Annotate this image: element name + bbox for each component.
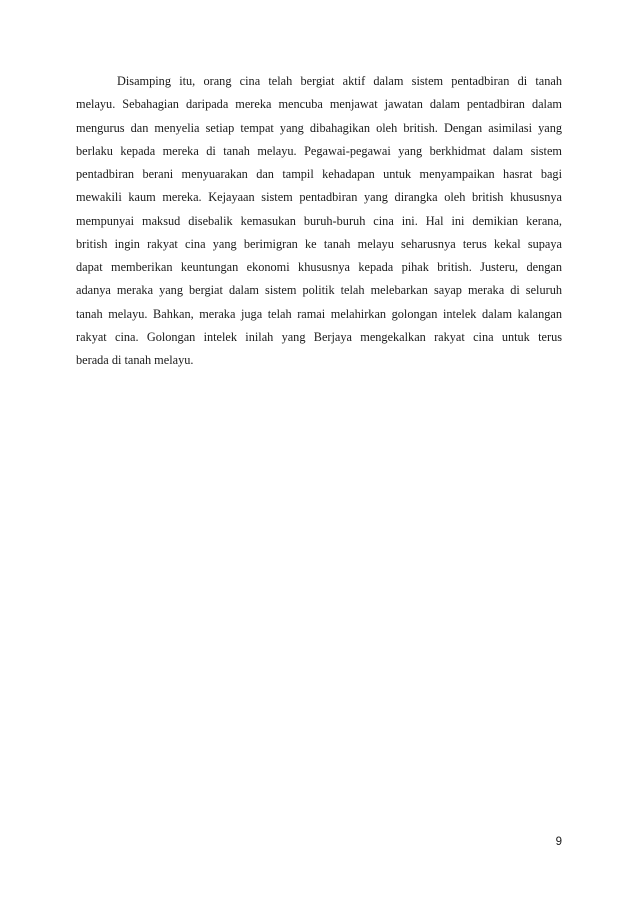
paragraph-line: dapat memberikan keuntungan ekonomi khususnya kepada pihak british. Justeru, dengan [76,260,562,274]
paragraph-line: berlaku kepada mereka di tanah melayu. Pegawai-pegawai yang berkhidmat dalam sistem [76,143,562,158]
paragraph-line: Disamping itu, orang cina telah bergiat aktif dalam sistem pentadbiran di tanah [117,74,562,88]
paragraph-line: british ingin rakyat cina yang berimigran ke tanah melayu seharusnya terus kekal supaya [76,236,562,251]
paragraph-line: berada di tanah melayu. [76,353,194,367]
paragraph-line: tanah melayu. Bahkan, meraka juga telah ramai melahirkan golongan intelek dalam kalangan [76,306,562,321]
page-number: 9 [555,836,562,848]
paragraph-line: mempunyai maksud disebalik kemasukan buruh-buruh cina ini. Hal ini demikian kerana, [76,213,562,228]
paragraph-line: pentadbiran berani menyuarakan dan tampil kehadapan untuk menyampaikan hasrat bagi [76,167,562,181]
paragraph-line: rakyat cina. Golongan intelek inilah yang Berjaya mengekalkan rakyat cina untuk terus [76,329,562,344]
paragraph-line: mewakili kaum mereka. Kejayaan sistem pentadbiran yang dirangka oleh british khususnya [76,190,562,205]
body-paragraph [76,70,562,372]
paragraph-line: mengurus dan menyelia setiap tempat yang dibahagikan oleh british. Dengan asimilasi yang [76,120,562,135]
paragraph-line: adanya meraka yang bergiat dalam sistem politik telah melebarkan sayap meraka di seluruh [76,283,562,298]
paragraph-line: melayu. Sebahagian daripada mereka mencuba menjawat jawatan dalam pentadbiran dalam [76,97,562,112]
